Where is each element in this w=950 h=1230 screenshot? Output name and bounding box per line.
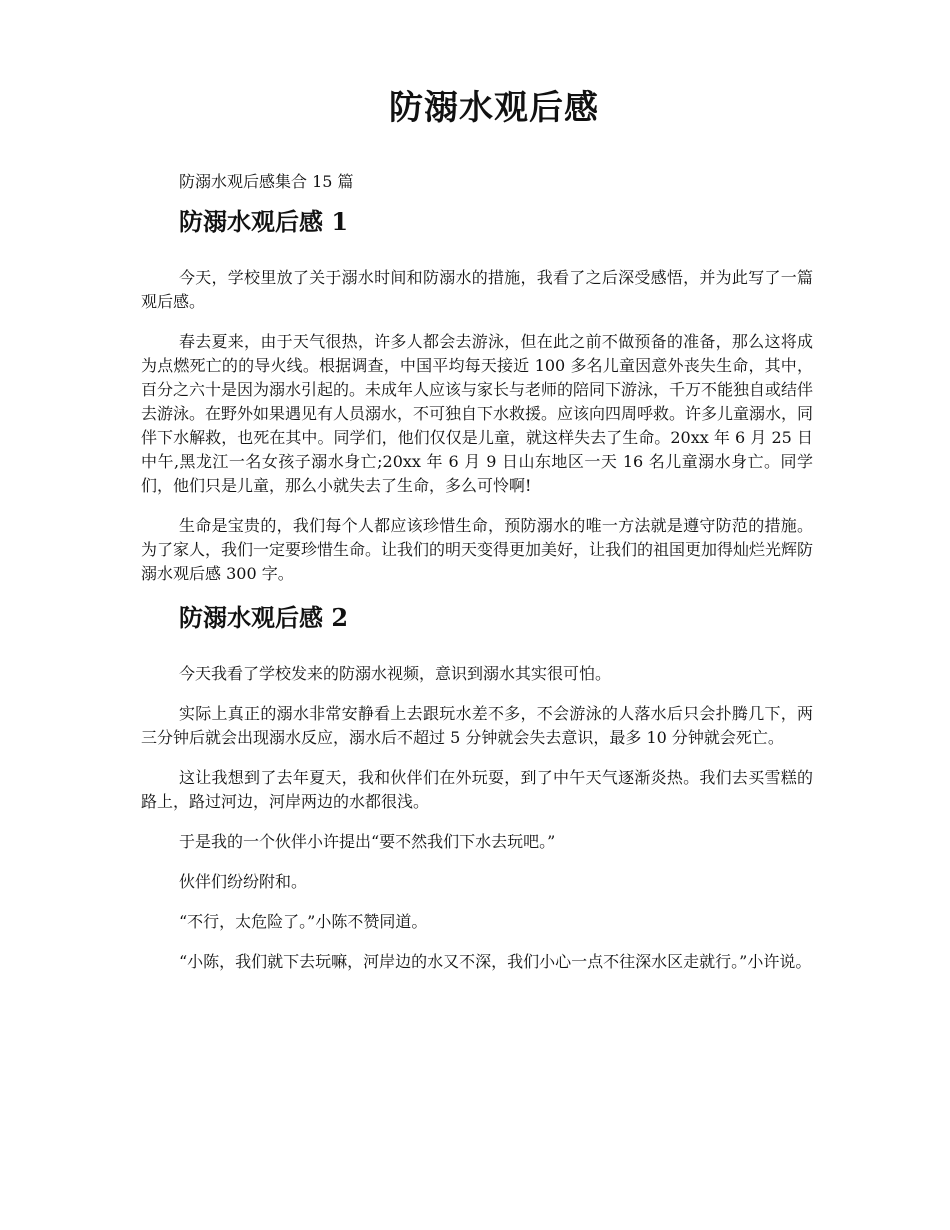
document-body: [141, 170, 813, 990]
paragraph: “小陈，我们就下去玩嘛，河岸边的水又不深，我们小心一点不往深水区走就行。”小许说。: [179, 952, 812, 971]
section-1: [141, 206, 813, 586]
document-title: 防溺水观后感: [389, 88, 599, 128]
paragraph: 今天，学校里放了关于溺水时间和防溺水的措施，我看了之后深受感悟，并为此写了一篇观后感。: [141, 268, 813, 311]
paragraph: 今天我看了学校发来的防溺水视频，意识到溺水其实很可怕。: [179, 664, 612, 683]
paragraph: 于是我的一个伙伴小许提出“要不然我们下水去玩吧。”: [179, 832, 556, 851]
intro-line: 防溺水观后感集合 15 篇: [179, 172, 354, 191]
paragraph: 伙伴们纷纷附和。: [179, 872, 308, 891]
section-2: [141, 602, 813, 974]
section-heading: 防溺水观后感 2: [179, 603, 349, 632]
paragraph: “不行，太危险了。”小陈不赞同道。: [179, 912, 428, 931]
section-heading: 防溺水观后感 1: [179, 207, 349, 236]
paragraph: 春去夏来，由于天气很热，许多人都会去游泳，但在此之前不做预备的准备，那么这将成为点燃死亡的的导火线。根据调查，中国平均每天接近 100 多名儿童因意外丧失生命，其中，百分之六十是因为溺水引起的。未成年人应该与家长与老师的陪同下游泳，千万不能独自或结伴去游泳。在野外如果遇见有人员溺水，不可独自下水救援。应该向四周呼救。许多儿童溺水，同伴下水解救，也死在其中。同学们，他们仅仅是儿童，就这样失去了生命。20xx 年 6 月 25 日中午,黑龙江一名女孩子溺水身亡;20xx 年 6 月 9 日山东地区一天 16 名儿童溺水身亡。同学们，他们只是儿童，那么小就失去了生命，多么可怜啊!: [141, 332, 814, 495]
paragraph: 这让我想到了去年夏天，我和伙伴们在外玩耍，到了中午天气逐渐炎热。我们去买雪糕的路上，路过河边，河岸两边的水都很浅。: [141, 768, 813, 811]
paragraph: 实际上真正的溺水非常安静看上去跟玩水差不多，不会游泳的人落水后只会扑腾几下，两三分钟后就会出现溺水反应，溺水后不超过 5 分钟就会失去意识，最多 10 分钟就会死亡。: [141, 704, 813, 747]
paragraph: 生命是宝贵的，我们每个人都应该珍惜生命，预防溺水的唯一方法就是遵守防范的措施。为了家人，我们一定要珍惜生命。让我们的明天变得更加美好，让我们的祖国更加得灿烂光辉防溺水观后感 300 字。: [141, 516, 814, 583]
